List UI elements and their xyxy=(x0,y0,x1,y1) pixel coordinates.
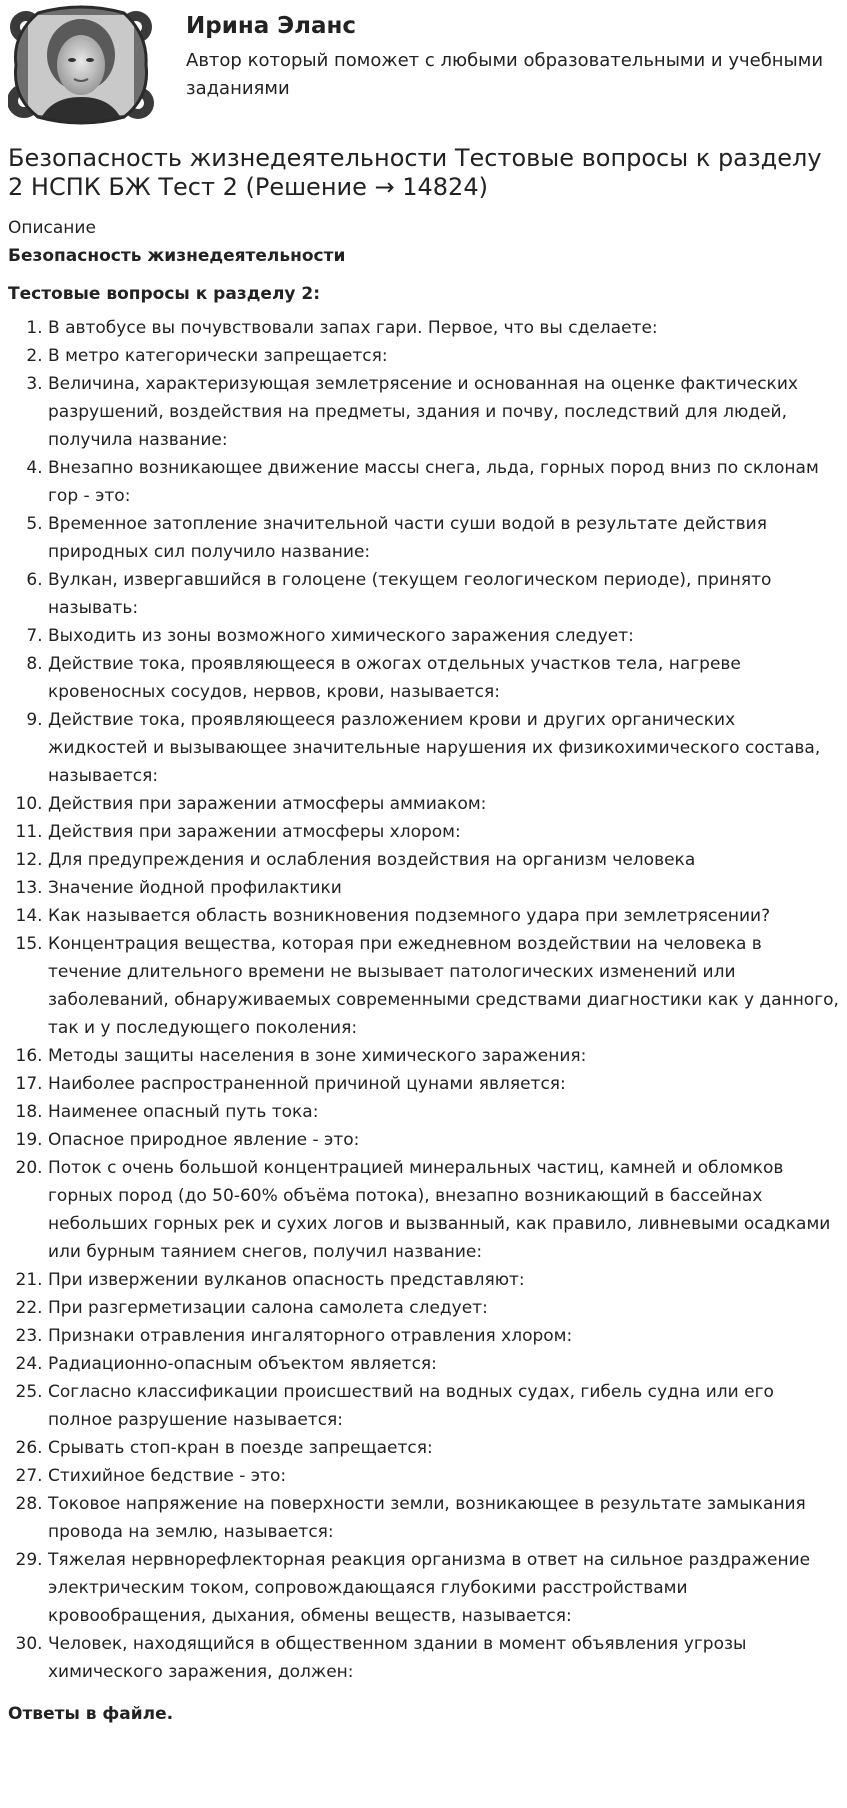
description-label: Описание xyxy=(8,218,96,238)
question-item: 10. Действия при заражении атмосферы аммиаком: xyxy=(48,790,840,818)
questions-list xyxy=(8,314,840,1686)
question-item: 20. Поток с очень большой концентрацией минеральных частиц, камней и обломков горных пород (до 50-60% объёма потока), внезапно возникающий в бассейнах небольших горных рек и сухих логов и вызванный, как правило, ливневыми осадками или бурным таянием снегов, получил название: xyxy=(48,1154,840,1266)
description-subject: Безопасность жизнедеятельности xyxy=(8,246,346,266)
answers-note: Ответы в файле. xyxy=(8,1704,174,1724)
question-item: 27. Стихийное бедствие - это: xyxy=(48,1462,840,1490)
author-info xyxy=(186,9,826,103)
question-item: 29. Тяжелая нервнорефлекторная реакция организма в ответ на сильное раздражение электрическим током, сопровождающаяся глубокими расстройствами кровообращения, дыхания, обмены веществ, называется: xyxy=(48,1546,840,1630)
question-item: 7. Выходить из зоны возможного химического заражения следует: xyxy=(48,622,840,650)
question-item: 4. Внезапно возникающее движение массы снега, льда, горных пород вниз по склонам гор - это: xyxy=(48,454,840,510)
author-card xyxy=(8,5,838,125)
question-item: 5. Временное затопление значительной части суши водой в результате действия природных сил получило название: xyxy=(48,510,840,566)
author-avatar[interactable] xyxy=(8,5,154,125)
question-item: 23. Признаки отравления ингаляторного отравления хлором: xyxy=(48,1322,840,1350)
question-item: 22. При разгерметизации салона самолета следует: xyxy=(48,1294,840,1322)
question-item: 18. Наименее опасный путь тока: xyxy=(48,1098,840,1126)
author-name[interactable]: Ирина Эланс xyxy=(186,13,357,39)
question-item: 24. Радиационно-опасным объектом является: xyxy=(48,1350,840,1378)
question-item: 3. Величина, характеризующая землетрясение и основанная на оценке фактических разрушений, воздействия на предметы, здания и почву, последствий для людей, получила название: xyxy=(48,370,840,454)
question-item: 12. Для предупреждения и ослабления воздействия на организм человека xyxy=(48,846,840,874)
question-item: 2. В метро категорически запрещается: xyxy=(48,342,840,370)
question-item: 21. При извержении вулканов опасность представляют: xyxy=(48,1266,840,1294)
question-item: 14. Как называется область возникновения подземного удара при землетрясении? xyxy=(48,902,840,930)
author-description: Автор который поможет с любыми образовательными и учебными заданиями xyxy=(186,50,824,99)
question-item: 26. Срывать стоп-кран в поезде запрещается: xyxy=(48,1434,840,1462)
section-title: Тестовые вопросы к разделу 2: xyxy=(8,284,321,304)
question-item: 25. Согласно классификации происшествий на водных судах, гибель судна или его полное разрушение называется: xyxy=(48,1378,840,1434)
question-item: 30. Человек, находящийся в общественном здании в момент объявления угрозы химического заражения, должен: xyxy=(48,1630,840,1686)
question-item: 17. Наиболее распространенной причиной цунами является: xyxy=(48,1070,840,1098)
question-item: 28. Токовое напряжение на поверхности земли, возникающее в результате замыкания провода на землю, называется: xyxy=(48,1490,840,1546)
question-item: 11. Действия при заражении атмосферы хлором: xyxy=(48,818,840,846)
description-content xyxy=(8,214,840,1728)
question-item: 19. Опасное природное явление - это: xyxy=(48,1126,840,1154)
question-item: 1. В автобусе вы почувствовали запах гари. Первое, что вы сделаете: xyxy=(48,314,840,342)
question-item: 16. Методы защиты населения в зоне химического заражения: xyxy=(48,1042,840,1070)
question-item: 6. Вулкан, извергавшийся в голоцене (текущем геологическом периоде), принято называть: xyxy=(48,566,840,622)
question-item: 15. Концентрация вещества, которая при ежедневном воздействии на человека в течение длительного времени не вызывает патологических изменений или заболеваний, обнаруживаемых современными средствами диагностики как у данного, так и у последующего поколения: xyxy=(48,930,840,1042)
question-item: 9. Действие тока, проявляющееся разложением крови и других органических жидкостей и вызывающее значительные нарушения их физикохимического состава, называется: xyxy=(48,706,840,790)
question-item: 8. Действие тока, проявляющееся в ожогах отдельных участков тела, нагреве кровеносных сосудов, нервов, крови, называется: xyxy=(48,650,840,706)
page-title: Безопасность жизнедеятельности Тестовые вопросы к разделу 2 НСПК БЖ Тест 2 (Решение → 14824) xyxy=(8,144,822,201)
question-item: 13. Значение йодной профилактики xyxy=(48,874,840,902)
